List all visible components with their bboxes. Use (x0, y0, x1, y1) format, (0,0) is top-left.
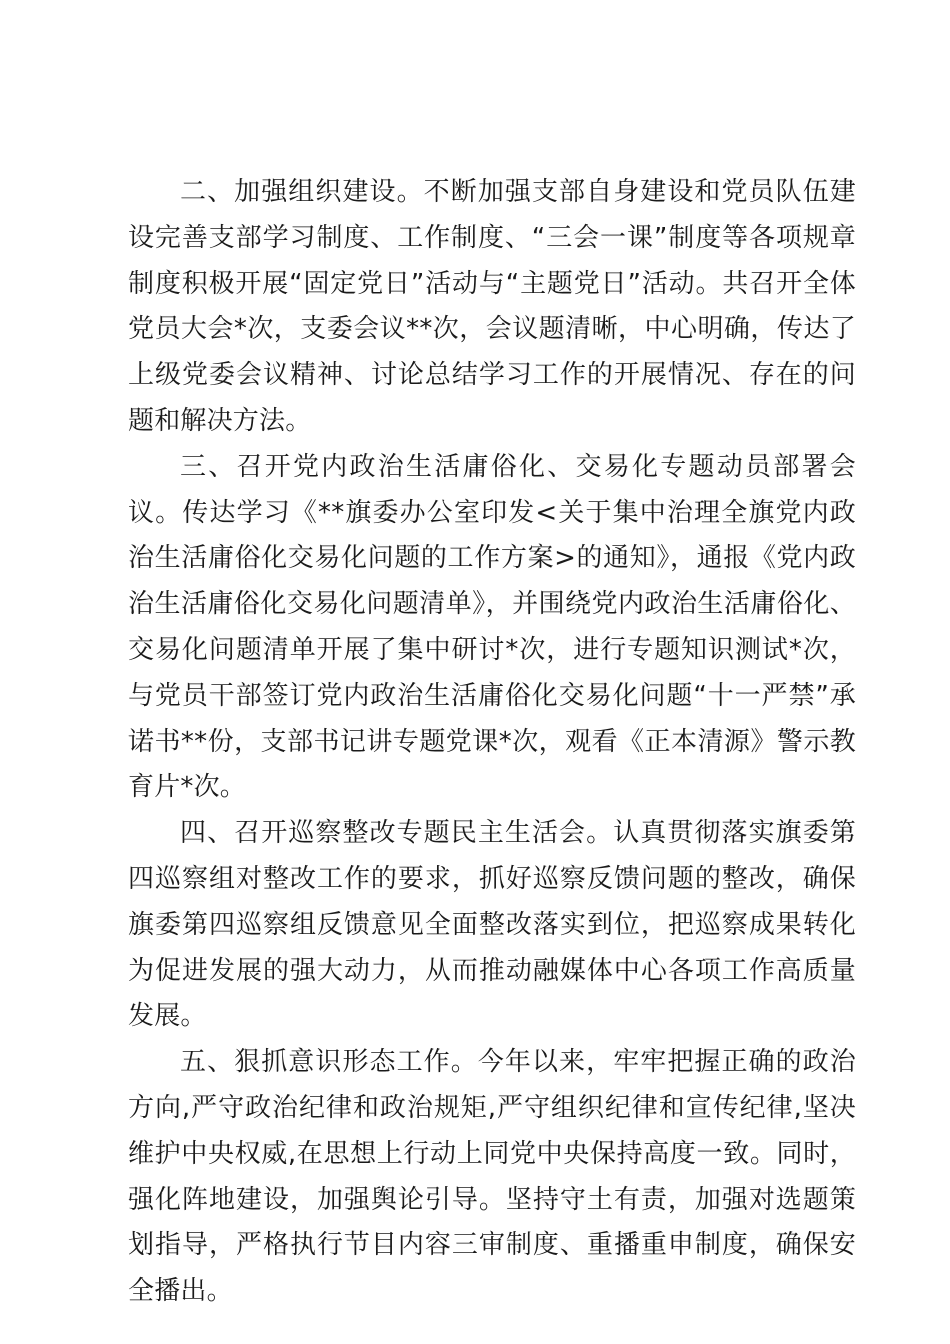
paragraph-organization-building: 二、加强组织建设。不断加强支部自身建设和党员队伍建设完善支部学习制度、工作制度、“三会一课”制度等各项规章制度积极开展“固定党日”活动与“主题党日”活动。共召开全体党员大会*次，支委会议**次，会议题清晰，中心明确，传达了上级党委会议精神、讨论总结学习工作的开展情况、存在的问题和解决方法。 (128, 177, 856, 436)
document-body (128, 170, 856, 1315)
paragraph-inspection-rectification: 四、召开巡察整改专题民主生活会。认真贯彻落实旗委第四巡察组对整改工作的要求，抓好巡察反馈问题的整改，确保旗委第四巡察组反馈意见全面整改落实到位，把巡察成果转化为促进发展的强大动力，从而推动融媒体中心各项工作高质量发展。 (128, 818, 856, 1032)
paragraph-ideology-work: 五、狠抓意识形态工作。今年以来，牢牢把握正确的政治方向,严守政治纪律和政治规矩,严守组织纪律和宣传纪律,坚决维护中央权威,在思想上行动上同党中央保持高度一致。同时，强化阵地建设，加强舆论引导。坚持守土有责，加强对选题策划指导，严格执行节目内容三审制度、重播重申制度，确保安全播出。 (128, 1047, 856, 1307)
paragraph-mobilization-meeting: 三、召开党内政治生活庸俗化、交易化专题动员部署会议。传达学习《**旗委办公室印发<关于集中治理全旗党内政治生活庸俗化交易化问题的工作方案>的通知》，通报《党内政治生活庸俗化交易化问题清单》，并围绕党内政治生活庸俗化、交易化问题清单开展了集中研讨*次，进行专题知识测试*次，与党员干部签订党内政治生活庸俗化交易化问题“十一严禁”承诺书**份，支部书记讲专题党课*次，观看《正本清源》警示教育片*次。 (128, 451, 856, 803)
